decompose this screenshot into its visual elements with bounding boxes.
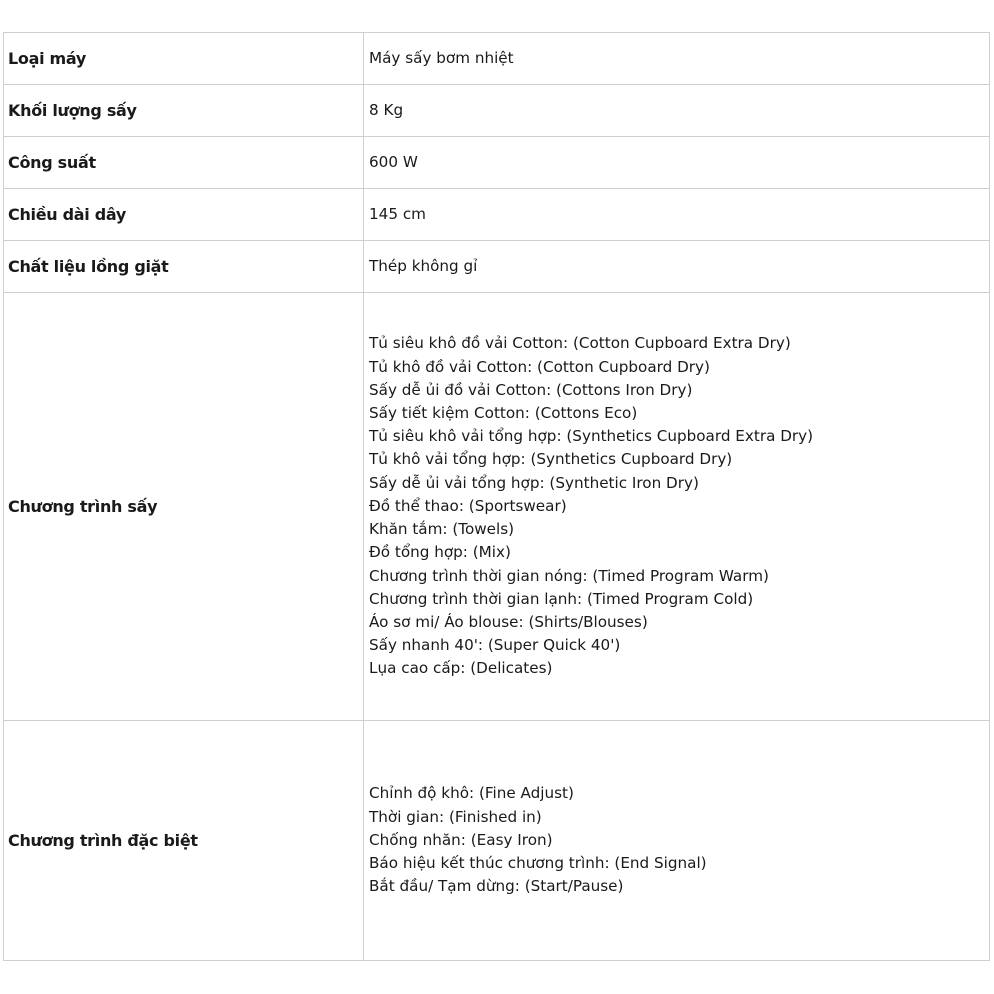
program-item: Lụa cao cấp: (Delicates) — [369, 659, 553, 678]
spec-value-list — [364, 721, 990, 961]
special-item: Báo hiệu kết thúc chương trình: (End Signal) — [369, 854, 707, 873]
spec-value: 145 cm — [364, 189, 990, 241]
special-item: Chống nhăn: (Easy Iron) — [369, 830, 553, 849]
table-row-drying-programs — [4, 293, 990, 721]
table-row — [4, 85, 990, 137]
program-item: Sấy nhanh 40': (Super Quick 40') — [369, 636, 621, 655]
spec-label: Chương trình đặc biệt — [4, 721, 364, 961]
program-item: Tủ khô đồ vải Cotton: (Cotton Cupboard Dry) — [369, 357, 710, 376]
table-row — [4, 241, 990, 293]
table-row — [4, 137, 990, 189]
spec-value: Thép không gỉ — [364, 241, 990, 293]
program-item: Khăn tắm: (Towels) — [369, 520, 515, 539]
spec-label: Khối lượng sấy — [4, 85, 364, 137]
spec-label: Chất liệu lồng giặt — [4, 241, 364, 293]
table-row-special-programs — [4, 721, 990, 961]
program-item: Sấy dễ ủi vải tổng hợp: (Synthetic Iron Dry) — [369, 473, 699, 492]
special-item: Thời gian: (Finished in) — [369, 807, 542, 826]
table-row — [4, 189, 990, 241]
program-item: Tủ siêu khô vải tổng hợp: (Synthetics Cupboard Extra Dry) — [369, 427, 814, 446]
spec-label: Chương trình sấy — [4, 293, 364, 721]
program-item: Chương trình thời gian nóng: (Timed Program Warm) — [369, 566, 769, 585]
program-item: Tủ khô vải tổng hợp: (Synthetics Cupboard Dry) — [369, 450, 733, 469]
program-item: Sấy tiết kiệm Cotton: (Cottons Eco) — [369, 404, 638, 423]
spec-value-list — [364, 293, 990, 721]
special-item: Chỉnh độ khô: (Fine Adjust) — [369, 784, 574, 803]
program-item: Đồ thể thao: (Sportswear) — [369, 496, 567, 515]
spec-table — [3, 32, 990, 961]
spec-value: 8 Kg — [364, 85, 990, 137]
program-item: Áo sơ mi/ Áo blouse: (Shirts/Blouses) — [369, 612, 648, 631]
spec-label: Công suất — [4, 137, 364, 189]
program-item: Tủ siêu khô đồ vải Cotton: (Cotton Cupboard Extra Dry) — [369, 334, 791, 353]
special-item: Bắt đầu/ Tạm dừng: (Start/Pause) — [369, 877, 624, 896]
program-item: Đồ tổng hợp: (Mix) — [369, 543, 511, 562]
spec-label: Chiều dài dây — [4, 189, 364, 241]
spec-value: Máy sấy bơm nhiệt — [364, 33, 990, 85]
spec-label: Loại máy — [4, 33, 364, 85]
program-item: Sấy dễ ủi đồ vải Cotton: (Cottons Iron Dry) — [369, 380, 693, 399]
spec-value: 600 W — [364, 137, 990, 189]
table-row — [4, 33, 990, 85]
program-item: Chương trình thời gian lạnh: (Timed Program Cold) — [369, 589, 754, 608]
